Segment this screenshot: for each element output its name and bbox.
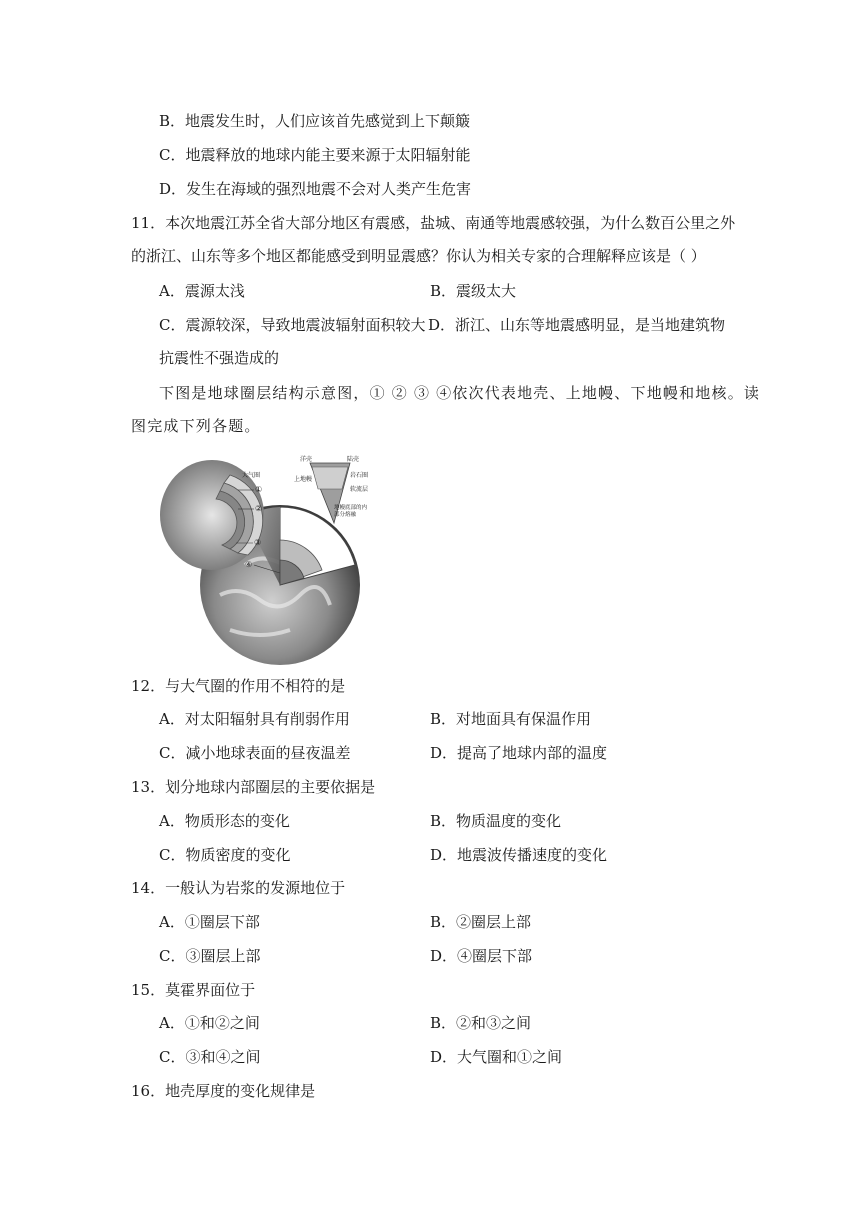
label-upper-mantle: 上地幔 bbox=[294, 476, 313, 483]
q14-option-d: D．④圈层下部 bbox=[430, 947, 533, 965]
q14-option-c: C．③圈层上部 bbox=[159, 947, 261, 965]
label-layer-3: ③ bbox=[254, 538, 262, 547]
q14-stem: 14．一般认为岩浆的发源地位于 bbox=[131, 879, 346, 897]
q11-option-c: C．震源较深，导致地震波辐射面积较大 bbox=[159, 316, 426, 334]
q12-option-d: D．提高了地球内部的温度 bbox=[430, 744, 608, 762]
q12-option-a: A．对太阳辐射具有削弱作用 bbox=[159, 710, 350, 728]
q14-option-a: A．①圈层下部 bbox=[159, 913, 260, 931]
q11-stem-line1: 11．本次地震江苏全省大部分地区有震感，盐城、南通等地震感较强，为什么数百公里之外 bbox=[131, 214, 736, 232]
q10-option-c: C．地震释放的地球内能主要来源于太阳辐射能 bbox=[159, 146, 471, 164]
q15-option-d: D．大气圈和①之间 bbox=[430, 1048, 563, 1066]
q11-option-b: B．震级太大 bbox=[430, 282, 517, 300]
earth-layers-figure bbox=[150, 445, 390, 667]
label-layer-2: ② bbox=[255, 504, 263, 513]
q11-option-a: A．震源太浅 bbox=[159, 282, 245, 300]
label-ocean-crust: 洋壳 bbox=[300, 456, 313, 463]
q11-stem-line2: 的浙江、山东等多个地区都能感受到明显震感？你认为相关专家的合理解释应该是（ ） bbox=[131, 247, 706, 265]
figure-intro-line1: 下图是地球圈层结构示意图，① ② ③ ④依次代表地壳、上地幔、下地幔和地核。读 bbox=[159, 384, 761, 402]
label-lithosphere: 岩石圈 bbox=[350, 472, 369, 479]
q16-stem: 16．地壳厚度的变化规律是 bbox=[131, 1082, 316, 1100]
q11-option-d-line2: 抗震性不强造成的 bbox=[159, 349, 280, 367]
label-asthenosphere: 软流层 bbox=[350, 486, 369, 493]
q13-option-d: D．地震波传播速度的变化 bbox=[430, 846, 608, 864]
q12-option-b: B．对地面具有保温作用 bbox=[430, 710, 592, 728]
q15-stem: 15．莫霍界面位于 bbox=[131, 981, 256, 999]
q15-option-c: C．③和④之间 bbox=[159, 1048, 261, 1066]
q11-option-d-line1: D．浙江、山东等地震感明显，是当地建筑物 bbox=[428, 316, 726, 334]
q10-option-d: D．发生在海域的强烈地震不会对人类产生危害 bbox=[159, 180, 472, 198]
q13-option-b: B．物质温度的变化 bbox=[430, 812, 562, 830]
q15-option-a: A．①和②之间 bbox=[159, 1014, 260, 1032]
label-note-line1: 地幔底部的内 bbox=[334, 505, 368, 511]
figure-intro-line2: 图完成下列各题。 bbox=[131, 417, 261, 435]
q13-option-a: A．物质形态的变化 bbox=[159, 812, 290, 830]
label-layer-1: ① bbox=[255, 485, 263, 494]
q10-option-b: B．地震发生时，人们应该首先感觉到上下颠簸 bbox=[159, 112, 471, 130]
q12-option-c: C．减小地球表面的昼夜温差 bbox=[159, 744, 351, 762]
label-continent-crust: 陆壳 bbox=[347, 456, 360, 463]
earth-layers-diagram bbox=[150, 445, 390, 667]
label-atmosphere: 大气圈 bbox=[242, 472, 261, 479]
label-layer-4: ④ bbox=[245, 560, 253, 569]
q14-option-b: B．②圈层上部 bbox=[430, 913, 532, 931]
q15-option-b: B．②和③之间 bbox=[430, 1014, 532, 1032]
q13-option-c: C．物质密度的变化 bbox=[159, 846, 291, 864]
label-note-line2: 部分熔融 bbox=[334, 512, 357, 518]
q12-stem: 12．与大气圈的作用不相符的是 bbox=[131, 677, 346, 695]
q13-stem: 13．划分地球内部圈层的主要依据是 bbox=[131, 778, 376, 796]
